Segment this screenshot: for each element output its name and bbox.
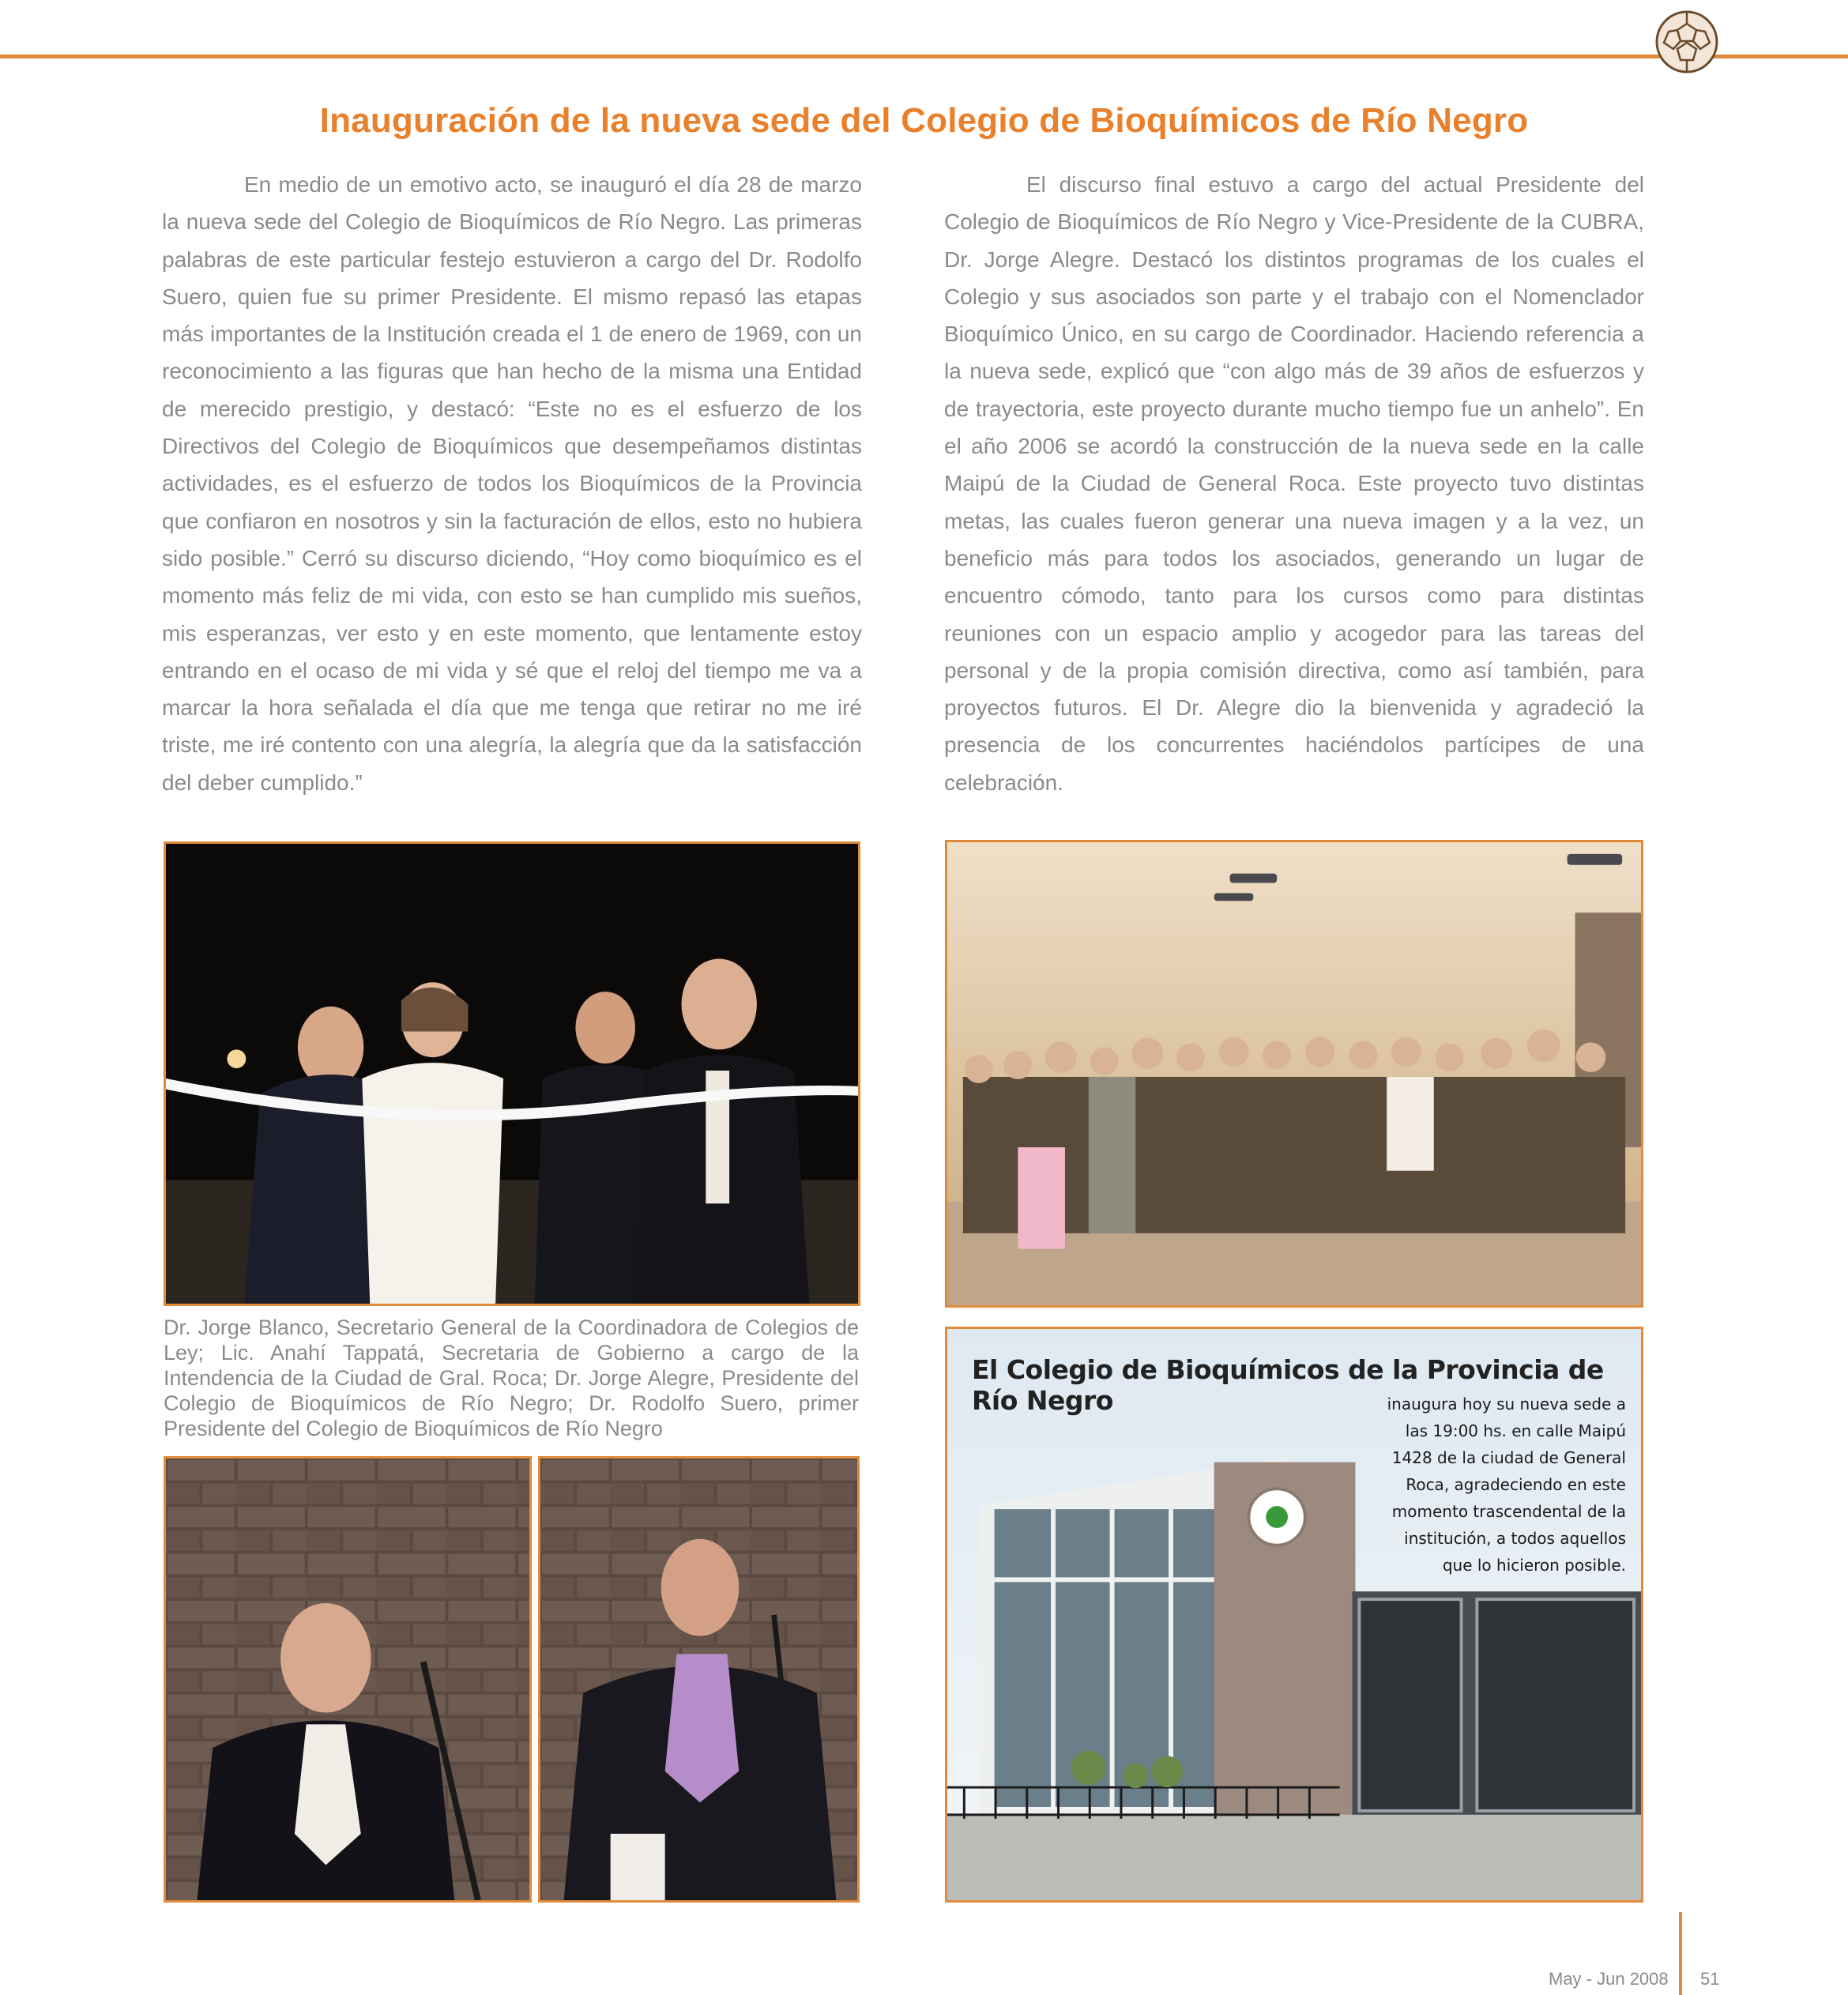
photo-caption: Dr. Jorge Blanco, Secretario General de la Coordinadora de Colegios de Ley; Lic. Anahí Tappatá, Secretaria de Gobierno a cargo de la Intendencia de la Ciudad de Gral. Roca; Dr. Jorge Alegre, Presidente del Colegio de Bioquímicos de Río Negro; Dr. Rodolfo Suero, primer Presidente del Colegio de Bioquímicos de Río Negro <box>164 1316 859 1440</box>
speaker-alegre-photo <box>538 1456 860 1903</box>
ribbon-cutting-photo <box>164 841 860 1306</box>
ad-text: inaugura hoy su nueva sede a las 19:00 hs. en calle Maipú 1428 de la ciudad de General Roca, agradeciendo en este momento trascendental de la institución, a todos aquellos que lo hicieron posible. <box>1387 1395 1626 1575</box>
speaker-suero-photo <box>164 1456 532 1903</box>
group-photo <box>945 840 1643 1308</box>
ad-headline: El Colegio de Bioquímicos de la Provincia de Río Negro <box>972 1354 1604 1416</box>
top-rule <box>0 55 1848 58</box>
article-right-column <box>944 166 1644 801</box>
issue-date: May - Jun 2008 <box>1549 1969 1669 1989</box>
page-number: 51 <box>1700 1969 1720 1989</box>
molecule-icon <box>1653 8 1721 76</box>
article-left-text: En medio de un emotivo acto, se inauguró el día 28 de marzo la nueva sede del Colegio de Bioquímicos de Río Negro. Las primeras palabras de este particular festejo estuvieron a cargo del Dr. Rodolfo Suero, quien fue su primer Presidente. El mismo repasó las etapas más importantes de la Institución creada el 1 de enero de 1969, con un reconocimiento a las figuras que han hecho de la misma una Entidad de merecido prestigio, y destacó: “Este no es el esfuerzo de los Directivos del Colegio de Bioquímicos que desempeñamos distintas actividades, es el esfuerzo de todos los Bioquímicos de la Provincia que confiaron en nosotros y sin la facturación de ellos, esto no hubiera sido posible.” Cerró su discurso diciendo, “Hoy como bioquímico es el momento más feliz de mi vida, con esto se han cumplido mis sueños, mis esperanzas, ver esto y en este momento, que lentamente estoy entrando en el ocaso de mi vida y sé que el reloj del tiempo me va a marcar la hora señalada el día que me tenga que retirar no me iré triste, me iré contento con una alegría, la alegría que da la satisfacción del deber cumplido.” <box>162 172 862 795</box>
page-title: Inauguración de la nueva sede del Colegio de Bioquímicos de Río Negro <box>319 101 1529 140</box>
article-right-text: El discurso final estuvo a cargo del actual Presidente del Colegio de Bioquímicos de Río Negro y Vice-Presidente de la CUBRA, Dr. Jorge Alegre. Destacó los distintos programas de los cuales el Colegio y sus asociados son parte y el trabajo con el Nomenclador Bioquímico Único, en su cargo de Coordinador. Haciendo referencia a la nueva sede, explicó que “con algo más de 39 años de esfuerzos y de trayectoria, este proyecto durante mucho tiempo fue un anhelo”. En el año 2006 se acordó la construcción de la nueva sede en la calle Maipú de la Ciudad de General Roca. Este proyecto tuvo distintas metas, las cuales fueron generar una nueva imagen y a la vez, un beneficio más para todos los asociados, generando un lugar de encuentro cómodo, tanto para los cursos como para distintas reuniones con un espacio amplio y acogedor para las tareas del personal y de la propia comisión directiva, como así también, para proyectos futuros. El Dr. Alegre dio la bienvenida y agradeció la presencia de los concurrentes haciéndolos partícipes de una celebración. <box>944 172 1644 795</box>
article-left-column <box>162 166 862 801</box>
footer-divider <box>1679 1912 1682 1995</box>
